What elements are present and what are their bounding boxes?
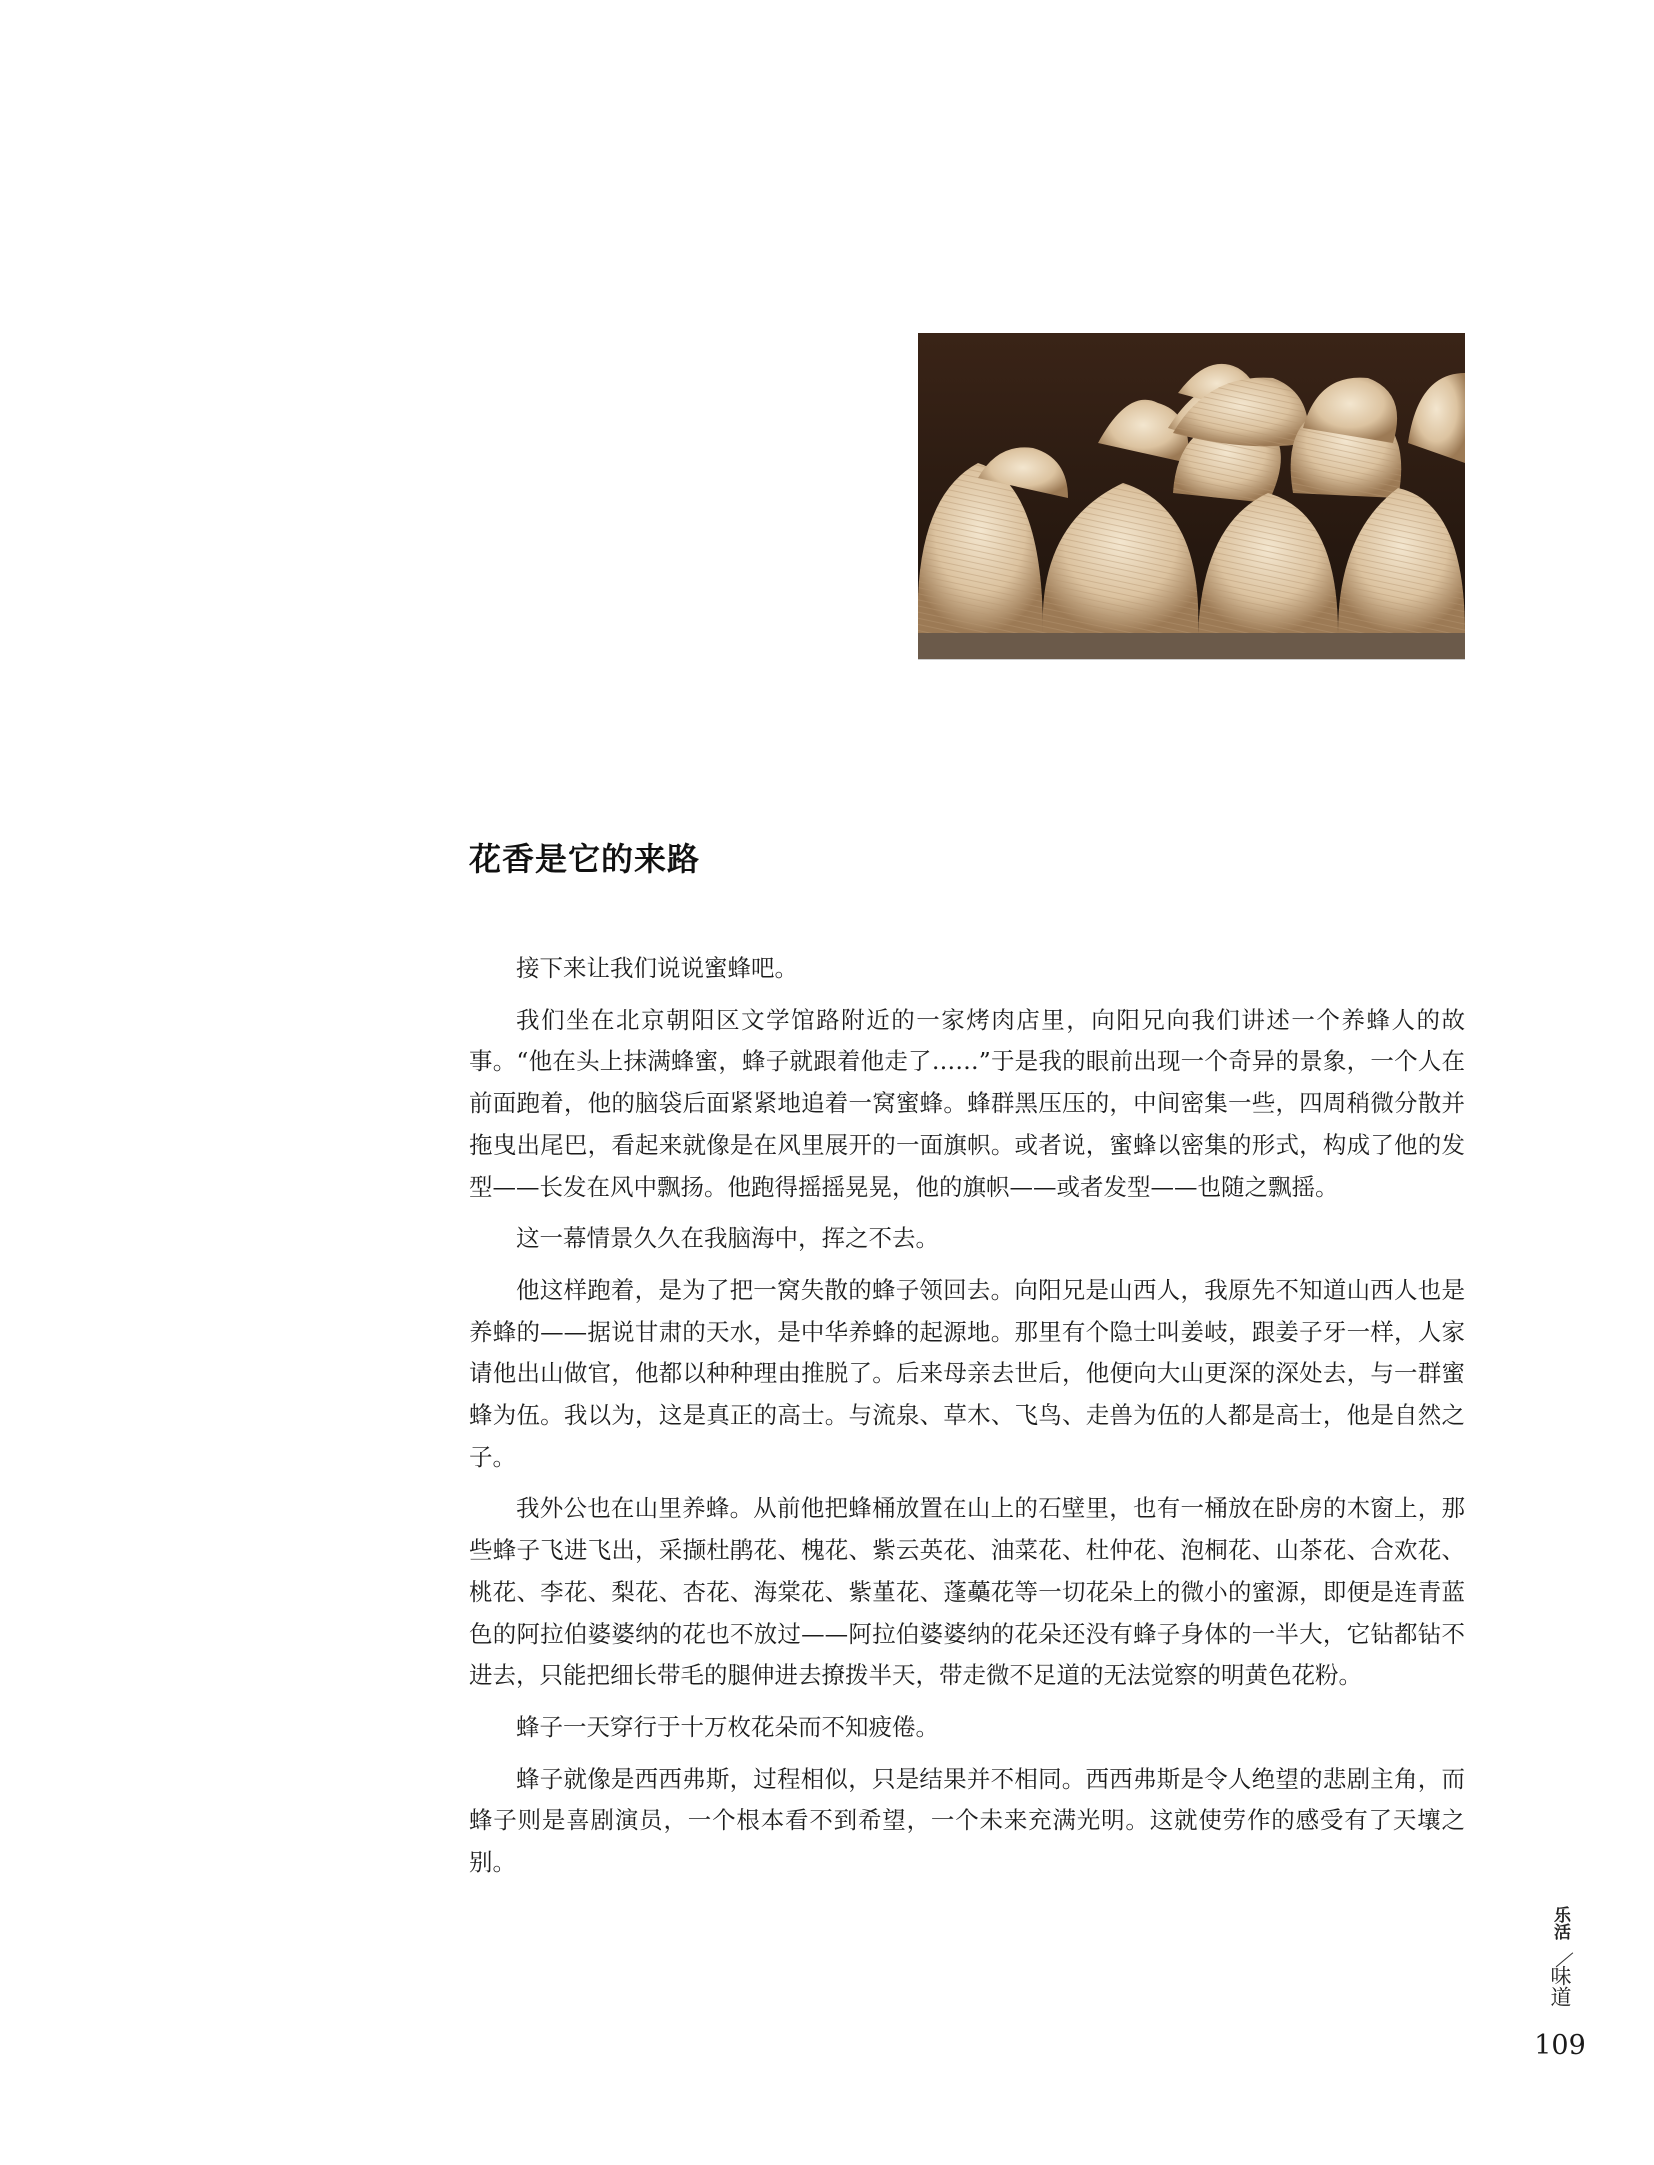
paragraph: 他这样跑着，是为了把一窝失散的蜂子领回去。向阳兄是山西人，我原先不知道山西人也是养蜂的——据说甘肃的天水，是中华养蜂的起源地。那里有个隐士叫姜岐，跟姜子牙一样，人家请他出山做官，他都以种种理由推脱了。后来母亲去世后，他便向大山更深的深处去，与一群蜜蜂为伍。我以为，这是真正的高士。与流泉、草木、飞鸟、走兽为伍的人都是高士，他是自然之子。 [469,1275,1465,1471]
article-body [469,948,1465,1894]
subsection-name: 味道 [1548,1965,1572,2007]
paragraph: 我们坐在北京朝阳区文学馆路附近的一家烤肉店里，向阳兄向我们讲述一个养蜂人的故事。“他在头上抹满蜂蜜，蜂子就跟着他走了……”于是我的眼前出现一个奇异的景象，一个人在前面跑着，他的脑袋后面紧紧地追着一窝蜜蜂。蜂群黑压压的，中间密集一些，四周稍微分散并拖曳出尾巴，看起来就像是在风里展开的一面旗帜。或者说，蜜蜂以密集的形式，构成了他的发型——长发在风中飘扬。他跑得摇摇晃晃，他的旗帜——或者发型——也随之飘摇。 [469,1005,1465,1201]
page-number: 109 [1534,2030,1586,2061]
food-photo [918,333,1465,659]
paragraph: 我外公也在山里养蜂。从前他把蜂桶放置在山上的石壁里，也有一桶放在卧房的木窗上，那些蜂子飞进飞出，采撷杜鹃花、槐花、紫云英花、油菜花、杜仲花、泡桐花、山茶花、合欢花、桃花、李花、梨花、杏花、海棠花、紫堇花、蓬蘽花等一切花朵上的微小的蜜源，即便是连青蓝色的阿拉伯婆婆纳的花也不放过——阿拉伯婆婆纳的花朵还没有蜂子身体的一半大，它钻都钻不进去，只能把细长带毛的腿伸进去撩拨半天，带走微不足道的无法觉察的明黄色花粉。 [469,1494,1465,1690]
paragraph: 蜂子就像是西西弗斯，过程相似，只是结果并不相同。西西弗斯是令人绝望的悲剧主角，而蜂子则是喜剧演员，一个根本看不到希望，一个未来充满光明。这就使劳作的感受有了天壤之别。 [469,1764,1465,1877]
paragraph: 蜂子一天穿行于十万枚花朵而不知疲倦。 [516,1712,939,1741]
paragraph: 这一幕情景久久在我脑海中，挥之不去。 [516,1224,939,1253]
spun-pastry-image [918,333,1465,659]
divider [1547,1942,1573,1968]
paragraph: 接下来让我们说说蜜蜂吧。 [516,954,798,982]
section-title: 花香是它的来路 [469,840,701,878]
running-section-label [1540,1906,1580,2011]
section-name: 乐活 [1550,1906,1570,1940]
